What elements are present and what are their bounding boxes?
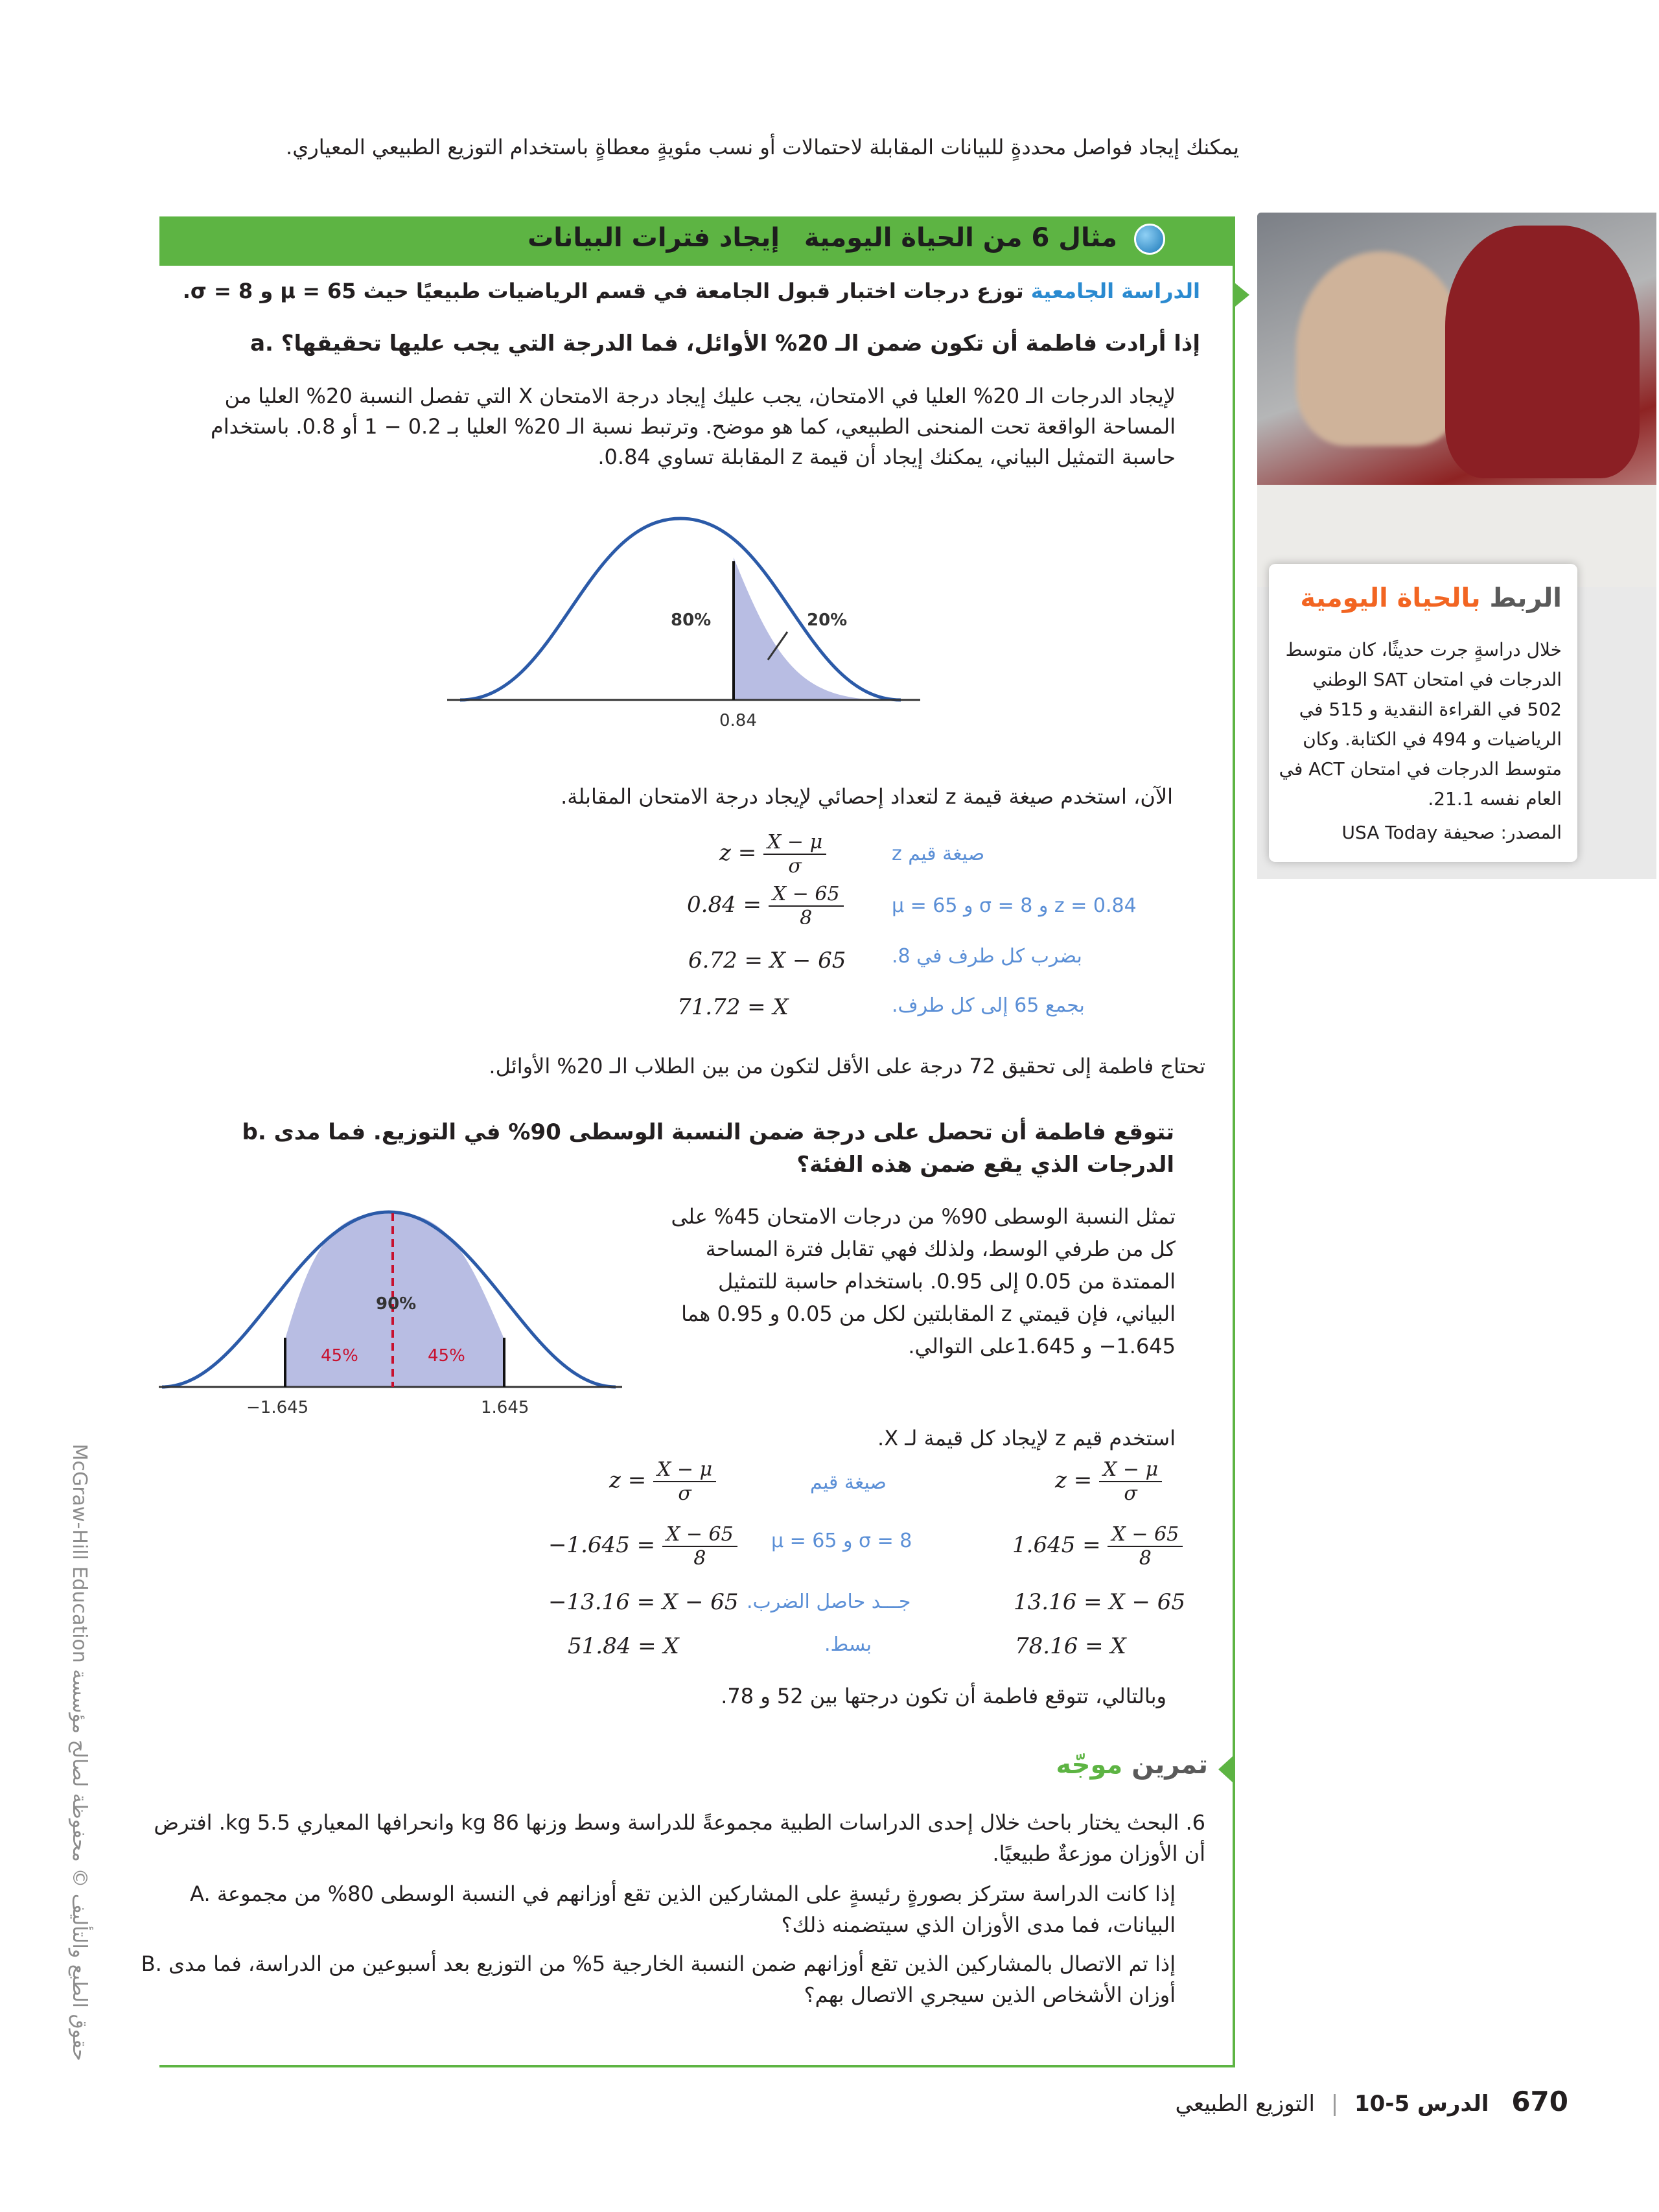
center-area-label: 90% (376, 1294, 417, 1314)
intro-text: يمكنك إيجاد فواصل محددةٍ للبيانات المقابلة لاحتمالات أو نسب مئويةٍ معطاةٍ باستخدام التوزيع الطبيعي المعياري. (286, 135, 1239, 159)
denominator: σ (678, 1482, 691, 1505)
example-label: مثال 6 من الحياة اليومية (804, 223, 1118, 253)
step-b-note-2: σ = 8 و μ = 65 (771, 1530, 912, 1552)
denominator: σ (1124, 1482, 1137, 1505)
step-lhs: 1.645 = (1012, 1532, 1101, 1558)
step-a-4: 71.72 = X (677, 994, 789, 1020)
numerator: X − μ (1099, 1458, 1162, 1482)
step-a-3: 6.72 = X − 65 (688, 948, 846, 973)
numerator: X − 65 (1108, 1523, 1183, 1547)
fraction (769, 883, 844, 929)
left-half-label: 45% (321, 1346, 358, 1366)
step-b-right-4: 78.16 = X (1015, 1633, 1126, 1659)
x-tick-right: 1.645 (481, 1398, 529, 1417)
statement-text: توزع درجات اختبار قبول الجامعة في قسم الرياضيات طبيعيًا حيث 65 = μ و 8 = σ. (182, 279, 1024, 303)
pointer-icon (1235, 283, 1249, 307)
numerator: X − μ (653, 1458, 716, 1482)
fraction (1099, 1458, 1162, 1505)
step-lhs: 0.84 = (687, 892, 761, 918)
page-number: 670 (1511, 2086, 1568, 2117)
sidebar-title-a: الربط (1489, 583, 1562, 613)
footer-lesson: الدرس 5-10 (1354, 2091, 1489, 2117)
denominator: 8 (800, 907, 813, 929)
sidebar-text: خلال دراسةٍ جرت حديثًا، كان متوسط الدرجات في امتحان SAT الوطني 502 في القراءة النقدية و 515 في الرياضيات و 494 في الكتابة. وكان متوسط الدرجات في امتحان ACT في العام نفسه 21.1. (1279, 639, 1562, 809)
step-a-1-note: صيغة قيم z (892, 843, 985, 865)
step-b-note-1: صيغة قيم (810, 1471, 887, 1494)
bell-curve (460, 518, 901, 700)
step-a-2 (687, 883, 844, 929)
guided-title-a: تمرين (1131, 1750, 1208, 1780)
copyright-credit: حقوق الطبع والتأليف © محفوظة لصالح مؤسسة McGraw-Hill Education (68, 1443, 91, 2061)
example-border-bottom (159, 2065, 1235, 2067)
example-title (528, 223, 1165, 255)
numerator: X − 65 (769, 883, 844, 907)
student-figure (1296, 251, 1465, 446)
part-b-paragraph: تمثل النسبة الوسطى 90% من درجات الامتحان 45% على كل من طرفي الوسط، ولذلك فهي تقابل فترة المساحة الممتدة من 0.05 إلى 0.95. باستخدام حاسبة للتمثيل البياني، فإن قيمتي z المقابلتين لكل من 0.05 و 0.95 هما 1.645− و 1.645على التوالي. (671, 1204, 1176, 1358)
example-border (1233, 266, 1235, 2067)
x-tick-label: 0.84 (719, 711, 757, 730)
denominator: 8 (693, 1547, 706, 1570)
step-lhs: z = (609, 1467, 647, 1493)
step-b-note-4: بسط. (824, 1633, 872, 1656)
example-statement (183, 279, 1200, 303)
fraction (1108, 1523, 1183, 1570)
conclusion-b: وبالتالي، تتوقع فاطمة أن تكون درجتها بين 52 و 78. (721, 1684, 1166, 1708)
left-area-label: 80% (671, 611, 712, 630)
part-a-paragraph: لإيجاد الدرجات الـ 20% العليا في الامتحان، يجب عليك إيجاد درجة الامتحان X التي تفصل النسبة 20% العليا من المساحة الواقعة تحت المنحنى الطبيعي، كما هو موضح. وترتبط نسبة الـ 20% العليا بـ 0.2 − 1 أو 0.8. باستخدام حاسبة التمثيل البياني، يمكنك إيجاد أن قيمة z المقابلة تساوي 0.84. (210, 384, 1176, 469)
footer-separator: | (1330, 2091, 1339, 2117)
sidebar-title (1300, 583, 1562, 613)
step-b-left-3: −13.16 = X − 65 (548, 1589, 739, 1615)
part-b-question: b. تتوقع فاطمة أن تحصل على درجة ضمن النسبة الوسطى 90% في التوزيع. فما مدى الدرجات الذي يقع ضمن هذه الفئة؟ (242, 1119, 1174, 1178)
step-b-right-3: 13.16 = X − 65 (1014, 1589, 1186, 1615)
exercise-6b: B. إذا تم الاتصال بالمشاركين الذين تقع أوزانهم ضمن النسبة الخارجية 5% من التوزيع بعد أسبوعين من الدراسة، فما مدى أوزان الأشخاص الذين سيجري الاتصال بهم؟ (141, 1951, 1176, 2007)
fraction (662, 1523, 737, 1570)
part-a-question: a. إذا أرادت فاطمة أن تكون ضمن الـ 20% الأوائل، فما الدرجة التي يجب عليها تحقيقها؟ (250, 331, 1200, 356)
numerator: X − μ (763, 831, 826, 855)
numerator: X − 65 (662, 1523, 737, 1547)
step-lhs: z = (1055, 1467, 1093, 1493)
example-topic: الدراسة الجامعية (1030, 279, 1200, 303)
globe-icon (1134, 224, 1165, 255)
x-tick-left: −1.645 (246, 1398, 309, 1417)
example-heading: إيجاد فترات البيانات (528, 223, 780, 253)
footer-topic: التوزيع الطبيعي (1175, 2091, 1315, 2117)
right-half-label: 45% (428, 1346, 465, 1366)
exercise-6a: A. إذا كانت الدراسة ستركز بصورةٍ رئيسةٍ على المشاركين الذين تقع أوزانهم في النسبة الوسطى 80% من مجموعة البيانات، فما مدى الأوزان الذي سيتضمنه ذلك؟ (190, 1881, 1176, 1937)
step-a-1 (719, 831, 826, 878)
normal-curve-chart-b (156, 1199, 635, 1432)
guided-practice-title (1056, 1750, 1208, 1780)
right-area-label: 20% (807, 611, 848, 630)
normal-curve-chart-a (441, 506, 933, 739)
step-a-2-note: z = 0.84 و σ = 8 و μ = 65 (892, 894, 1137, 917)
page-footer (1176, 2086, 1568, 2117)
step-lhs: z = (719, 840, 757, 866)
exercise-6: 6. البحث يختار باحث خلال إحدى الدراسات الطبية مجموعةً للدراسة وسط وزنها 86 kg وانحرافها المعياري 5.5 kg. افترض أن الأوزان موزعةٌ طبيعيًا. (154, 1810, 1205, 1866)
step-b-right-2 (1012, 1523, 1183, 1570)
step-a-4-note: بجمع 65 إلى كل طرف. (892, 994, 1085, 1017)
step-b-note-3: جـــد حاصل الضرب. (747, 1590, 911, 1613)
step-b-left-1 (609, 1458, 716, 1505)
step-b-left-4: 51.84 = X (568, 1633, 679, 1659)
sidebar-source: المصدر: صحيفة USA Today (1341, 822, 1562, 843)
step-b-left-2 (548, 1523, 737, 1570)
now-use-text: الآن، استخدم صيغة قيمة z لتعداد إحصائي لإيجاد درجة الامتحان المقابلة. (561, 784, 1173, 809)
fraction (763, 831, 826, 878)
fraction (653, 1458, 716, 1505)
use-z-text: استخدم قيم z لإيجاد كل قيمة لـ X. (877, 1426, 1176, 1450)
guided-arrow-icon (1218, 1756, 1233, 1782)
denominator: 8 (1139, 1547, 1152, 1570)
student-figure (1445, 226, 1640, 478)
step-b-right-1 (1055, 1458, 1162, 1505)
denominator: σ (788, 855, 802, 878)
guided-title-b: موجّه (1056, 1750, 1123, 1780)
step-lhs: −1.645 = (548, 1532, 656, 1558)
sidebar-title-b: بالحياة اليومية (1300, 583, 1481, 613)
conclusion-a: تحتاج فاطمة إلى تحقيق 72 درجة على الأقل لتكون من بين الطلاب الـ 20% الأوائل. (489, 1054, 1205, 1078)
students-photo (1257, 213, 1656, 587)
step-a-3-note: بضرب كل طرف في 8. (892, 945, 1082, 968)
